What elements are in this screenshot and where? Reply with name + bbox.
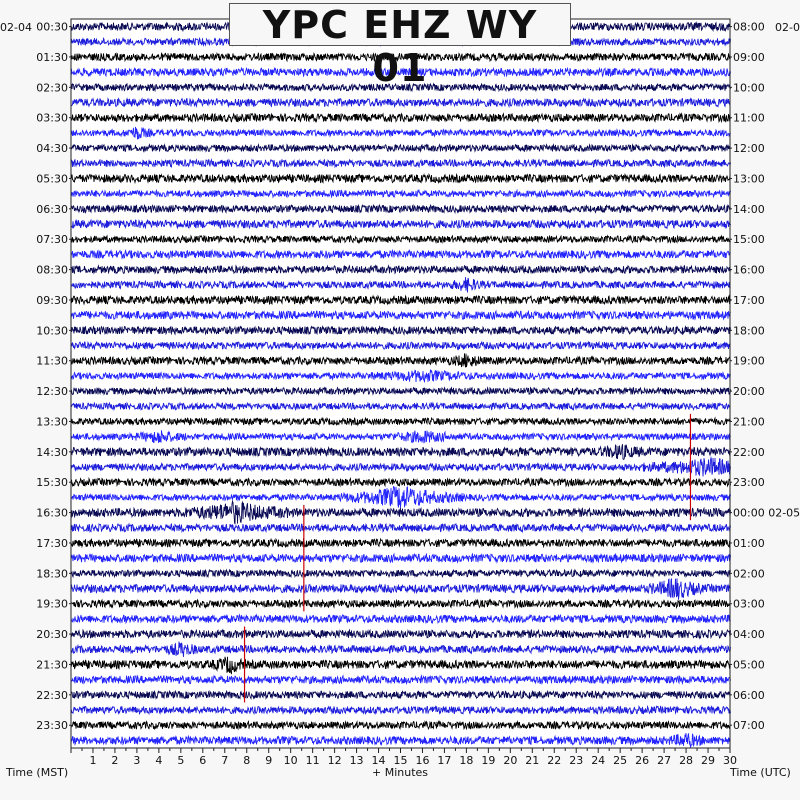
left-time-label: 08:30 <box>36 263 68 277</box>
left-time-label: 11:30 <box>36 354 68 368</box>
left-time-label: 16:30 <box>36 506 68 520</box>
x-tick-label-30: 30 <box>723 754 737 767</box>
left-time-label: 15:30 <box>36 476 68 490</box>
end-date-label: 02-0 <box>775 21 800 34</box>
right-time-label: 18:00 <box>733 324 765 338</box>
x-tick-label-21: 21 <box>525 754 540 767</box>
right-time-label: 22:00 <box>733 445 765 459</box>
right-time-label: 08:00 <box>733 20 765 34</box>
left-time-label: 13:30 <box>36 415 68 429</box>
left-time-label: 19:30 <box>36 597 68 611</box>
right-time-label: 04:00 <box>733 628 765 642</box>
left-time-label: 21:30 <box>36 658 68 672</box>
right-time-label: 03:00 <box>733 597 765 611</box>
x-tick-label-17: 17 <box>437 754 452 767</box>
right-time-label: 23:00 <box>733 476 765 490</box>
right-time-label: 15:00 <box>733 233 765 247</box>
left-time-label: 05:30 <box>36 172 68 186</box>
x-tick-label-14: 14 <box>371 754 386 767</box>
x-tick-label-12: 12 <box>327 754 342 767</box>
x-tick-label-18: 18 <box>459 754 474 767</box>
left-time-label: 18:30 <box>36 567 68 581</box>
x-tick-label-29: 29 <box>701 754 716 767</box>
left-time-label: 12:30 <box>36 385 68 399</box>
x-tick-label-26: 26 <box>635 754 650 767</box>
right-time-label: 16:00 <box>733 263 765 277</box>
x-tick-label-2: 2 <box>111 754 119 767</box>
x-tick-label-20: 20 <box>503 754 518 767</box>
x-tick-label-5: 5 <box>177 754 185 767</box>
right-time-label: 12:00 <box>733 142 765 156</box>
left-time-label: 10:30 <box>36 324 68 338</box>
right-time-label: 17:00 <box>733 293 765 307</box>
x-tick-label-10: 10 <box>283 754 298 767</box>
right-time-label: 10:00 <box>733 81 765 95</box>
right-time-label: 06:00 <box>733 688 765 702</box>
x-tick-label-15: 15 <box>393 754 408 767</box>
x-tick-label-28: 28 <box>679 754 694 767</box>
x-tick-label-6: 6 <box>199 754 207 767</box>
chart-title: YPC EHZ WY 01 <box>262 3 538 90</box>
x-tick-label-7: 7 <box>221 754 229 767</box>
x-tick-label-4: 4 <box>155 754 163 767</box>
left-time-label: 17:30 <box>36 536 68 550</box>
left-axis-caption: Time (MST) <box>6 766 69 779</box>
right-time-label: 00:00 02-05 <box>733 506 800 520</box>
left-time-label: 22:30 <box>36 688 68 702</box>
right-time-label: 19:00 <box>733 354 765 368</box>
right-time-label: 07:00 <box>733 719 765 733</box>
left-time-label: 14:30 <box>36 445 68 459</box>
x-tick-label-25: 25 <box>613 754 628 767</box>
right-time-label: 01:00 <box>733 536 765 550</box>
right-time-label: 09:00 <box>733 50 765 64</box>
right-time-label: 11:00 <box>733 111 765 125</box>
plot-area <box>71 19 730 748</box>
x-tick-label-13: 13 <box>349 754 364 767</box>
right-time-label: 05:00 <box>733 658 765 672</box>
left-time-label: 07:30 <box>36 233 68 247</box>
left-time-label: 06:30 <box>36 202 68 216</box>
left-time-label: 23:30 <box>36 719 68 733</box>
x-tick-label-8: 8 <box>243 754 251 767</box>
x-tick-label-1: 1 <box>89 754 97 767</box>
x-tick-label-11: 11 <box>305 754 320 767</box>
right-time-label: 13:00 <box>733 172 765 186</box>
x-tick-label-9: 9 <box>265 754 273 767</box>
left-time-label: 03:30 <box>36 111 68 125</box>
right-time-label: 21:00 <box>733 415 765 429</box>
right-time-label: 14:00 <box>733 202 765 216</box>
right-time-label: 02:00 <box>733 567 765 581</box>
x-tick-label-3: 3 <box>133 754 141 767</box>
chart-title-box <box>229 3 571 90</box>
right-time-label: 20:00 <box>733 385 765 399</box>
x-tick-label-27: 27 <box>657 754 672 767</box>
x-tick-label-22: 22 <box>547 754 562 767</box>
left-time-label: 00:30 <box>36 20 68 34</box>
x-tick-label-23: 23 <box>569 754 584 767</box>
left-time-label: 02:30 <box>36 81 68 95</box>
left-time-label: 04:30 <box>36 142 68 156</box>
left-time-label: 20:30 <box>36 628 68 642</box>
x-tick-label-19: 19 <box>481 754 496 767</box>
right-axis-caption: Time (UTC) <box>730 766 791 779</box>
start-date-label: 02-04 <box>0 21 32 34</box>
x-axis-caption: + Minutes <box>372 766 429 779</box>
left-time-label: 09:30 <box>36 293 68 307</box>
x-tick-label-16: 16 <box>415 754 430 767</box>
x-tick-label-24: 24 <box>591 754 606 767</box>
left-time-label: 01:30 <box>36 50 68 64</box>
